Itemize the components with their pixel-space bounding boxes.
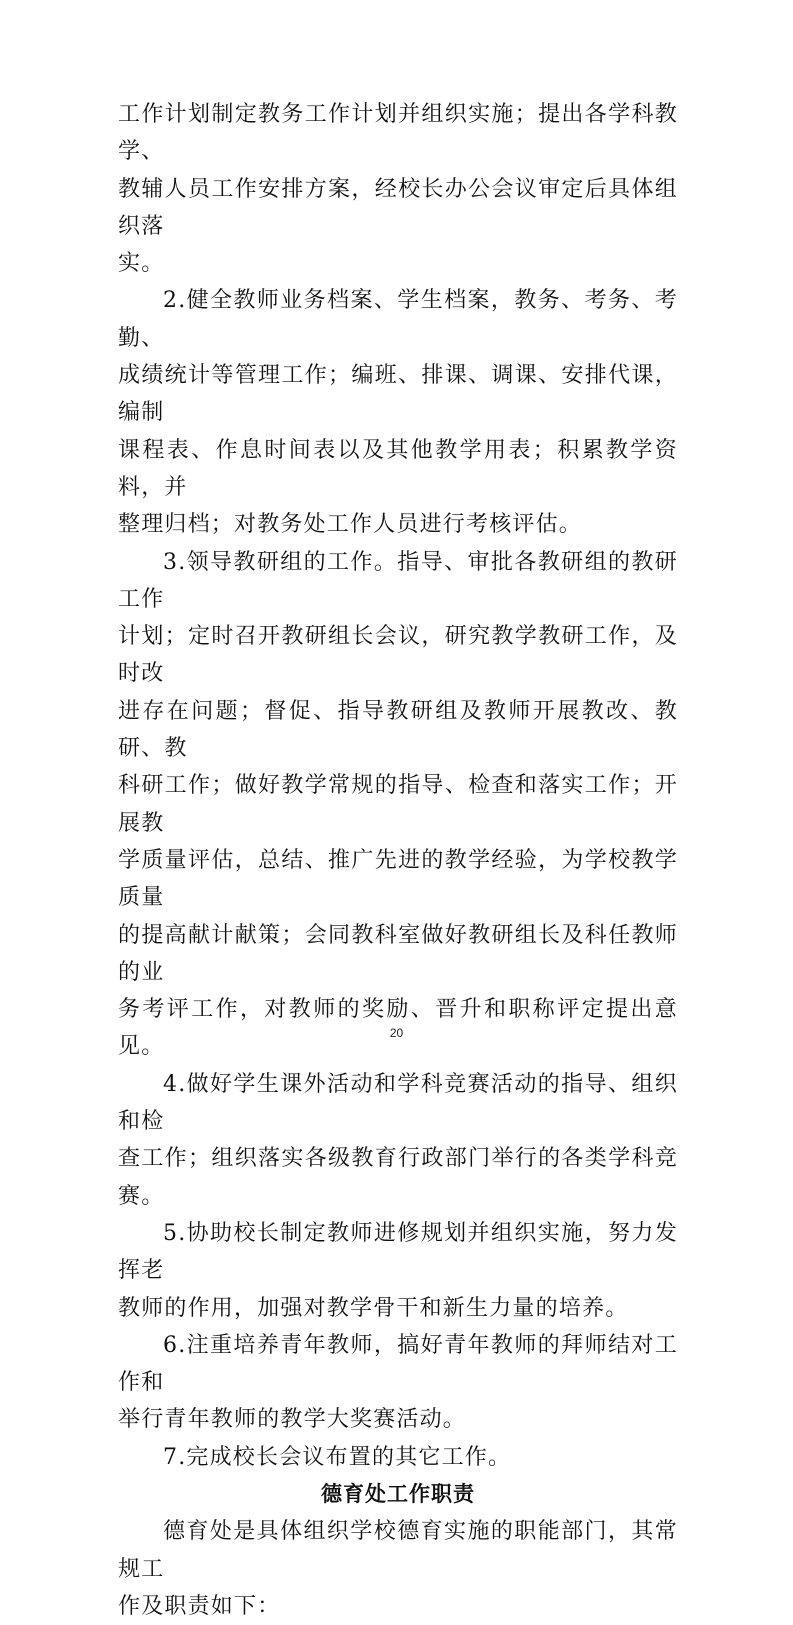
text-line: 教辅人员工作安排方案，经校长办公会议审定后具体组织落 bbox=[118, 176, 678, 239]
paragraph-section-intro bbox=[118, 1513, 678, 1625]
paragraph-continued-plan bbox=[118, 96, 678, 282]
text-line: 成绩统计等管理工作；编班、排课、调课、安排代课，编制 bbox=[118, 363, 678, 426]
text-line: 科研工作；做好教学常规的指导、检查和落实工作；开展教 bbox=[118, 773, 678, 836]
page-number: 20 bbox=[389, 1026, 404, 1040]
text-line: 进存在问题；督促、指导教研组及教师开展教改、教研、教 bbox=[118, 698, 678, 762]
text-line: 4.做好学生课外活动和学科竞赛活动的指导、组织和检 bbox=[118, 1071, 678, 1135]
text-line: 作及职责如下： bbox=[118, 1593, 281, 1619]
text-line: 德育处是具体组织学校德育实施的职能部门，其常规工 bbox=[118, 1519, 678, 1582]
text-line: 2.健全教师业务档案、学生档案，教务、考务、考勤、 bbox=[118, 288, 678, 351]
text-line: 查工作；组织落实各级教育行政部门举行的各类学科竞赛。 bbox=[118, 1146, 678, 1209]
text-line: 举行青年教师的教学大奖赛活动。 bbox=[118, 1407, 467, 1433]
paragraph-item-2 bbox=[118, 282, 678, 543]
text-line: 教师的作用，加强对教学骨干和新生力量的培养。 bbox=[118, 1295, 629, 1321]
text-line: 6.注重培养青年教师，搞好青年教师的拜师结对工作和 bbox=[118, 1332, 678, 1396]
text-line: 5.协助校长制定教师进修规划并组织实施，努力发挥老 bbox=[118, 1220, 678, 1284]
text-line: 实。 bbox=[118, 251, 165, 277]
text-line: 课程表、作息时间表以及其他教学用表；积累教学资料，并 bbox=[118, 437, 678, 500]
page-content bbox=[118, 96, 678, 1625]
paragraph-item-3 bbox=[118, 544, 678, 1066]
paragraph-item-5 bbox=[118, 1215, 678, 1327]
text-line: 学质量评估，总结、推广先进的教学经验，为学校教学质量 bbox=[118, 847, 678, 911]
text-line: 计划；定时召开教研组长会议，研究教学教研工作，及时改 bbox=[118, 624, 678, 687]
text-line: 3.领导教研组的工作。指导、审批各教研组的教研工作 bbox=[118, 549, 678, 612]
paragraph-item-4 bbox=[118, 1066, 678, 1215]
text-line: 整理归档；对教务处工作人员进行考核评估。 bbox=[118, 512, 583, 538]
text-line: 工作计划制定教务工作计划并组织实施；提出各学科教学、 bbox=[118, 102, 678, 165]
paragraph-item-7 bbox=[118, 1439, 678, 1476]
text-line: 的提高献计献策；会同教科室做好教研组长及科任教师的业 bbox=[118, 922, 678, 985]
text-line: 7.完成校长会议布置的其它工作。 bbox=[163, 1444, 512, 1470]
section-title: 德育处工作职责 bbox=[321, 1481, 475, 1506]
text-line: 务考评工作，对教师的奖励、晋升和职称评定提出意见。 bbox=[118, 997, 678, 1060]
paragraph-item-6 bbox=[118, 1327, 678, 1439]
